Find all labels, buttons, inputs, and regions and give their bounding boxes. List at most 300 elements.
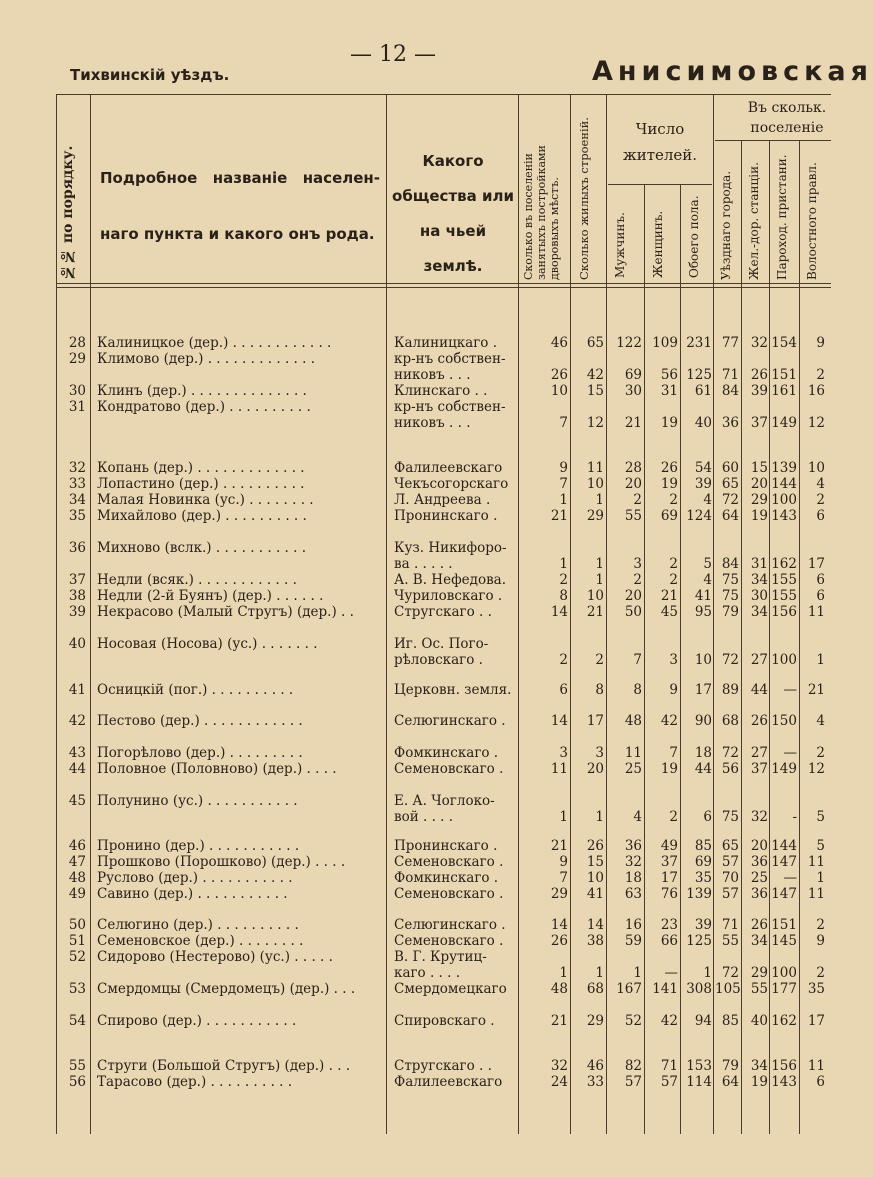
value-cell: 29: [750, 492, 768, 508]
value-cell: 36: [750, 886, 768, 902]
value-cell: 9: [816, 933, 825, 949]
value-cell: 147: [771, 854, 797, 870]
col-line: [644, 184, 645, 1134]
value-cell: 2: [816, 917, 825, 933]
value-cell: 55: [750, 981, 768, 997]
place-name: Пестово (дер.) . . . . . . . . . . . .: [97, 713, 303, 729]
header-name: Подробное названіе населен-наго пункта и какого онъ рода.: [100, 169, 380, 243]
place-name: Малая Новинка (ус.) . . . . . . . .: [97, 492, 314, 508]
society-line: Семеновскаго .: [394, 854, 504, 870]
society-line: А. В. Нефедова.: [394, 572, 507, 588]
value-cell: 26: [750, 367, 768, 383]
value-cell: 50: [624, 604, 642, 620]
value-cell: 18: [694, 745, 712, 761]
value-cell: 2: [816, 965, 825, 981]
value-cell: 34: [750, 604, 768, 620]
value-cell: 21: [550, 508, 568, 524]
row-number: 28: [68, 335, 86, 351]
value-cell: 56: [660, 367, 678, 383]
value-cell: 34: [750, 1058, 768, 1074]
place-name: Семеновское (дер.) . . . . . . . .: [97, 933, 304, 949]
place-name: Копань (дер.) . . . . . . . . . . . . .: [97, 460, 305, 476]
place-name: Недли (всяк.) . . . . . . . . . . . .: [97, 572, 297, 588]
value-cell: 24: [550, 1074, 568, 1090]
value-cell: 114: [686, 1074, 712, 1090]
society-line: Стругскаго . .: [394, 604, 492, 620]
value-cell: 72: [721, 745, 739, 761]
value-cell: 32: [550, 1058, 568, 1074]
value-cell: 7: [633, 652, 642, 668]
col-line: [769, 140, 770, 1134]
value-cell: 2: [816, 367, 825, 383]
value-cell: 155: [771, 588, 797, 604]
society-line: Фалилеевскаго: [394, 460, 503, 476]
value-cell: 149: [771, 761, 797, 777]
society-line: никовъ . . .: [394, 415, 471, 431]
value-cell: 76: [660, 886, 678, 902]
row-number: 52: [68, 949, 86, 965]
value-cell: 69: [694, 854, 712, 870]
value-cell: 32: [750, 809, 768, 825]
value-cell: 46: [586, 1058, 604, 1074]
value-cell: 1: [633, 965, 642, 981]
value-cell: 29: [586, 508, 604, 524]
value-cell: 10: [586, 588, 604, 604]
society-line: Чуриловскаго .: [394, 588, 503, 604]
value-cell: 139: [686, 886, 712, 902]
value-cell: 35: [807, 981, 825, 997]
col-line: [56, 94, 57, 1134]
value-cell: 57: [624, 1074, 642, 1090]
value-cell: 20: [586, 761, 604, 777]
value-cell: 26: [586, 838, 604, 854]
value-cell: 17: [660, 870, 678, 886]
value-cell: 6: [703, 809, 712, 825]
value-cell: 20: [750, 476, 768, 492]
value-cell: 2: [633, 572, 642, 588]
col-line: [386, 94, 387, 1134]
row-number: 41: [68, 682, 86, 698]
value-cell: 4: [816, 713, 825, 729]
value-cell: 14: [550, 713, 568, 729]
society-line: Семеновскаго .: [394, 761, 504, 777]
value-cell: 79: [721, 1058, 739, 1074]
value-cell: 44: [694, 761, 712, 777]
society-line: кр-нъ собствен-: [394, 351, 506, 367]
value-cell: 71: [721, 917, 739, 933]
value-cell: 63: [624, 886, 642, 902]
col-line: [799, 140, 800, 1134]
value-cell: 89: [721, 682, 739, 698]
row-number: 33: [68, 476, 86, 492]
place-name: Тарасово (дер.) . . . . . . . . . .: [97, 1074, 293, 1090]
value-cell: 2: [633, 492, 642, 508]
place-name: Калиницкое (дер.) . . . . . . . . . . . .: [97, 335, 332, 351]
row-number: 56: [68, 1074, 86, 1090]
value-cell: 8: [633, 682, 642, 698]
row-number: 44: [68, 761, 86, 777]
value-cell: 11: [807, 886, 825, 902]
value-cell: 2: [559, 572, 568, 588]
society-line: рѣловскаго .: [394, 652, 483, 668]
value-cell: 10: [807, 460, 825, 476]
residents-sub-border: [608, 184, 712, 185]
value-cell: 44: [750, 682, 768, 698]
value-cell: 55: [721, 933, 739, 949]
value-cell: 69: [660, 508, 678, 524]
society-line: кр-нъ собствен-: [394, 399, 506, 415]
society-line: Пронинскаго .: [394, 838, 498, 854]
value-cell: 19: [660, 415, 678, 431]
value-cell: 11: [586, 460, 604, 476]
value-cell: —: [783, 745, 797, 761]
value-cell: 41: [694, 588, 712, 604]
value-cell: —: [783, 870, 797, 886]
value-cell: 40: [694, 415, 712, 431]
value-cell: 45: [660, 604, 678, 620]
value-cell: 15: [750, 460, 768, 476]
value-cell: 75: [721, 588, 739, 604]
row-number: 37: [68, 572, 86, 588]
society-line: Фомкинскаго .: [394, 870, 499, 886]
value-cell: 141: [652, 981, 678, 997]
value-cell: 16: [624, 917, 642, 933]
value-cell: 5: [816, 809, 825, 825]
value-cell: 37: [750, 761, 768, 777]
header-residents: Число жителей.: [622, 120, 698, 164]
value-cell: 42: [586, 367, 604, 383]
place-name: Недли (2-й Буянъ) (дер.) . . . . . .: [97, 588, 324, 604]
value-cell: 100: [771, 652, 797, 668]
value-cell: 33: [586, 1074, 604, 1090]
value-cell: 1: [559, 492, 568, 508]
value-cell: 2: [559, 652, 568, 668]
value-cell: 1: [559, 965, 568, 981]
value-cell: 150: [771, 713, 797, 729]
value-cell: 48: [624, 713, 642, 729]
value-cell: 75: [721, 572, 739, 588]
value-cell: 19: [750, 508, 768, 524]
value-cell: 26: [750, 917, 768, 933]
header-town: Уѣзднаго города.: [719, 170, 733, 280]
value-cell: 82: [624, 1058, 642, 1074]
value-cell: 57: [721, 886, 739, 902]
value-cell: 31: [750, 556, 768, 572]
value-cell: 151: [771, 917, 797, 933]
society-line: Селюгинскаго .: [394, 917, 506, 933]
place-name: Михново (вслк.) . . . . . . . . . . .: [97, 540, 306, 556]
value-cell: 46: [550, 335, 568, 351]
value-cell: 17: [807, 1013, 825, 1029]
society-line: Клинскаго . .: [394, 383, 488, 399]
value-cell: 1: [559, 809, 568, 825]
value-cell: 52: [624, 1013, 642, 1029]
value-cell: 1: [595, 572, 604, 588]
value-cell: 60: [721, 460, 739, 476]
society-line: Куз. Никифоро-: [394, 540, 507, 556]
value-cell: 21: [550, 838, 568, 854]
table-top-border: [56, 94, 831, 95]
value-cell: 55: [624, 508, 642, 524]
row-number: 55: [68, 1058, 86, 1074]
value-cell: 25: [624, 761, 642, 777]
value-cell: 162: [771, 556, 797, 572]
header-volost-office: Волостного правл.: [805, 162, 819, 280]
value-cell: 2: [669, 809, 678, 825]
value-cell: 2: [669, 556, 678, 572]
value-cell: 3: [559, 745, 568, 761]
society-line: Пронинскаго .: [394, 508, 498, 524]
value-cell: 4: [633, 809, 642, 825]
header-bottom-border-2: [56, 287, 831, 288]
row-number: 31: [68, 399, 86, 415]
value-cell: 56: [721, 761, 739, 777]
value-cell: 1: [595, 809, 604, 825]
value-cell: 21: [550, 1013, 568, 1029]
value-cell: 10: [694, 652, 712, 668]
col-line: [741, 140, 742, 1134]
value-cell: 124: [686, 508, 712, 524]
society-line: Семеновскаго .: [394, 933, 504, 949]
value-cell: 6: [559, 682, 568, 698]
value-cell: 11: [550, 761, 568, 777]
value-cell: 26: [750, 713, 768, 729]
value-cell: 41: [586, 886, 604, 902]
place-name: Михайлово (дер.) . . . . . . . . . .: [97, 508, 307, 524]
header-households: Сколько въ поселеніи занятыхъ постройками дворовыхъ мѣстъ.: [522, 145, 561, 280]
value-cell: 10: [586, 870, 604, 886]
row-number: 43: [68, 745, 86, 761]
value-cell: 36: [624, 838, 642, 854]
society-line: Чекъсогорскаго: [394, 476, 509, 492]
value-cell: 156: [771, 1058, 797, 1074]
value-cell: 90: [694, 713, 712, 729]
value-cell: 77: [721, 335, 739, 351]
value-cell: 79: [721, 604, 739, 620]
row-number: 39: [68, 604, 86, 620]
place-name: Носовая (Носова) (ус.) . . . . . . .: [97, 636, 318, 652]
value-cell: 40: [750, 1013, 768, 1029]
col-line: [90, 94, 91, 1134]
value-cell: 14: [586, 917, 604, 933]
value-cell: 85: [721, 1013, 739, 1029]
header-female: Женщинъ.: [651, 210, 665, 278]
value-cell: 54: [694, 460, 712, 476]
value-cell: 109: [652, 335, 678, 351]
value-cell: 100: [771, 492, 797, 508]
value-cell: 15: [586, 854, 604, 870]
value-cell: 12: [807, 761, 825, 777]
place-name: Осницкій (пог.) . . . . . . . . . .: [97, 682, 294, 698]
value-cell: 144: [771, 838, 797, 854]
society-line: Л. Андреева .: [394, 492, 491, 508]
place-name: Прошково (Порошково) (дер.) . . . .: [97, 854, 346, 870]
value-cell: 1: [703, 965, 712, 981]
society-line: ва . . . . .: [394, 556, 453, 572]
value-cell: 145: [771, 933, 797, 949]
value-cell: 5: [816, 838, 825, 854]
value-cell: 8: [559, 588, 568, 604]
place-name: Спирово (дер.) . . . . . . . . . . .: [97, 1013, 297, 1029]
value-cell: 26: [550, 367, 568, 383]
row-number: 42: [68, 713, 86, 729]
header-order: №№ по порядку.: [60, 145, 76, 280]
value-cell: 37: [660, 854, 678, 870]
society-line: Церковн. земля.: [394, 682, 512, 698]
value-cell: 48: [550, 981, 568, 997]
value-cell: 308: [686, 981, 712, 997]
value-cell: 1: [595, 965, 604, 981]
value-cell: 16: [807, 383, 825, 399]
value-cell: 12: [807, 415, 825, 431]
value-cell: 6: [816, 1074, 825, 1090]
value-cell: 34: [750, 933, 768, 949]
place-name: Струги (Большой Стругъ) (дер.) . . .: [97, 1058, 351, 1074]
value-cell: 4: [703, 572, 712, 588]
society-line: Спировскаго .: [394, 1013, 495, 1029]
value-cell: 17: [694, 682, 712, 698]
value-cell: 25: [750, 870, 768, 886]
value-cell: 20: [750, 838, 768, 854]
col-line: [606, 94, 607, 1134]
value-cell: —: [783, 682, 797, 698]
value-cell: 21: [660, 588, 678, 604]
place-name: Клинъ (дер.) . . . . . . . . . . . . . .: [97, 383, 307, 399]
value-cell: 65: [721, 838, 739, 854]
value-cell: 39: [750, 383, 768, 399]
value-cell: 2: [816, 492, 825, 508]
value-cell: 59: [624, 933, 642, 949]
value-cell: 3: [595, 745, 604, 761]
society-line: вой . . . .: [394, 809, 454, 825]
value-cell: 57: [660, 1074, 678, 1090]
value-cell: 122: [616, 335, 642, 351]
value-cell: 11: [624, 745, 642, 761]
value-cell: 75: [721, 809, 739, 825]
value-cell: 143: [771, 1074, 797, 1090]
value-cell: 18: [624, 870, 642, 886]
value-cell: 21: [807, 682, 825, 698]
value-cell: 9: [669, 682, 678, 698]
society-line: Смердомецкаго: [394, 981, 507, 997]
value-cell: 1: [559, 556, 568, 572]
value-cell: 84: [721, 556, 739, 572]
value-cell: 23: [660, 917, 678, 933]
row-number: 38: [68, 588, 86, 604]
value-cell: 31: [660, 383, 678, 399]
place-name: Кондратово (дер.) . . . . . . . . . .: [97, 399, 311, 415]
value-cell: 28: [624, 460, 642, 476]
row-number: 34: [68, 492, 86, 508]
distance-sub-border: [715, 140, 831, 141]
value-cell: 65: [721, 476, 739, 492]
place-name: Некрасово (Малый Стругъ) (дер.) . .: [97, 604, 354, 620]
row-number: 30: [68, 383, 86, 399]
row-number: 54: [68, 1013, 86, 1029]
value-cell: 1: [816, 870, 825, 886]
value-cell: 19: [660, 476, 678, 492]
volost-title: Анисимовская: [592, 56, 873, 87]
value-cell: 68: [721, 713, 739, 729]
value-cell: 34: [750, 572, 768, 588]
value-cell: 11: [807, 854, 825, 870]
header-distance: Въ скольк. поселеніе: [747, 100, 827, 136]
value-cell: 7: [559, 476, 568, 492]
value-cell: 3: [633, 556, 642, 572]
value-cell: 151: [771, 367, 797, 383]
value-cell: 167: [616, 981, 642, 997]
value-cell: 42: [660, 713, 678, 729]
value-cell: —: [664, 965, 678, 981]
value-cell: 156: [771, 604, 797, 620]
value-cell: 9: [816, 335, 825, 351]
value-cell: 11: [807, 604, 825, 620]
value-cell: 66: [660, 933, 678, 949]
value-cell: 49: [660, 838, 678, 854]
value-cell: 64: [721, 1074, 739, 1090]
place-name: Погорѣлово (дер.) . . . . . . . . .: [97, 745, 303, 761]
value-cell: 7: [559, 415, 568, 431]
page-number: — 12 —: [350, 42, 436, 67]
row-number: 45: [68, 793, 86, 809]
value-cell: 42: [660, 1013, 678, 1029]
row-number: 36: [68, 540, 86, 556]
value-cell: 5: [703, 556, 712, 572]
place-name: Полунино (ус.) . . . . . . . . . . .: [97, 793, 298, 809]
value-cell: 20: [624, 588, 642, 604]
society-line: каго . . . .: [394, 965, 461, 981]
value-cell: 19: [750, 1074, 768, 1090]
society-line: Калиницкаго .: [394, 335, 498, 351]
value-cell: 70: [721, 870, 739, 886]
place-name: Савино (дер.) . . . . . . . . . . .: [97, 886, 288, 902]
value-cell: 143: [771, 508, 797, 524]
value-cell: 21: [624, 415, 642, 431]
value-cell: 95: [694, 604, 712, 620]
value-cell: 72: [721, 652, 739, 668]
society-line: Стругскаго . .: [394, 1058, 492, 1074]
value-cell: 144: [771, 476, 797, 492]
value-cell: 26: [550, 933, 568, 949]
value-cell: -: [792, 809, 797, 825]
district-title: Тихвинскій уѣздъ.: [70, 66, 230, 84]
place-name: Лопастино (дер.) . . . . . . . . . .: [97, 476, 305, 492]
place-name: Половное (Половново) (дер.) . . . .: [97, 761, 337, 777]
value-cell: 17: [807, 556, 825, 572]
value-cell: 12: [586, 415, 604, 431]
society-line: Фомкинскаго .: [394, 745, 499, 761]
society-line: Е. А. Чоглоко-: [394, 793, 495, 809]
value-cell: 38: [586, 933, 604, 949]
value-cell: 21: [586, 604, 604, 620]
value-cell: 149: [771, 415, 797, 431]
value-cell: 39: [694, 917, 712, 933]
header-pier: Пароход. пристани.: [775, 154, 789, 280]
value-cell: 36: [750, 854, 768, 870]
row-number: 46: [68, 838, 86, 854]
place-name: Смердомцы (Смердомецъ) (дер.) . . .: [97, 981, 356, 997]
value-cell: 30: [624, 383, 642, 399]
col-line: [713, 94, 714, 1134]
value-cell: 64: [721, 508, 739, 524]
value-cell: 19: [660, 761, 678, 777]
place-name: Климово (дер.) . . . . . . . . . . . . .: [97, 351, 316, 367]
value-cell: 139: [771, 460, 797, 476]
value-cell: 9: [559, 460, 568, 476]
value-cell: 37: [750, 415, 768, 431]
row-number: 48: [68, 870, 86, 886]
value-cell: 84: [721, 383, 739, 399]
